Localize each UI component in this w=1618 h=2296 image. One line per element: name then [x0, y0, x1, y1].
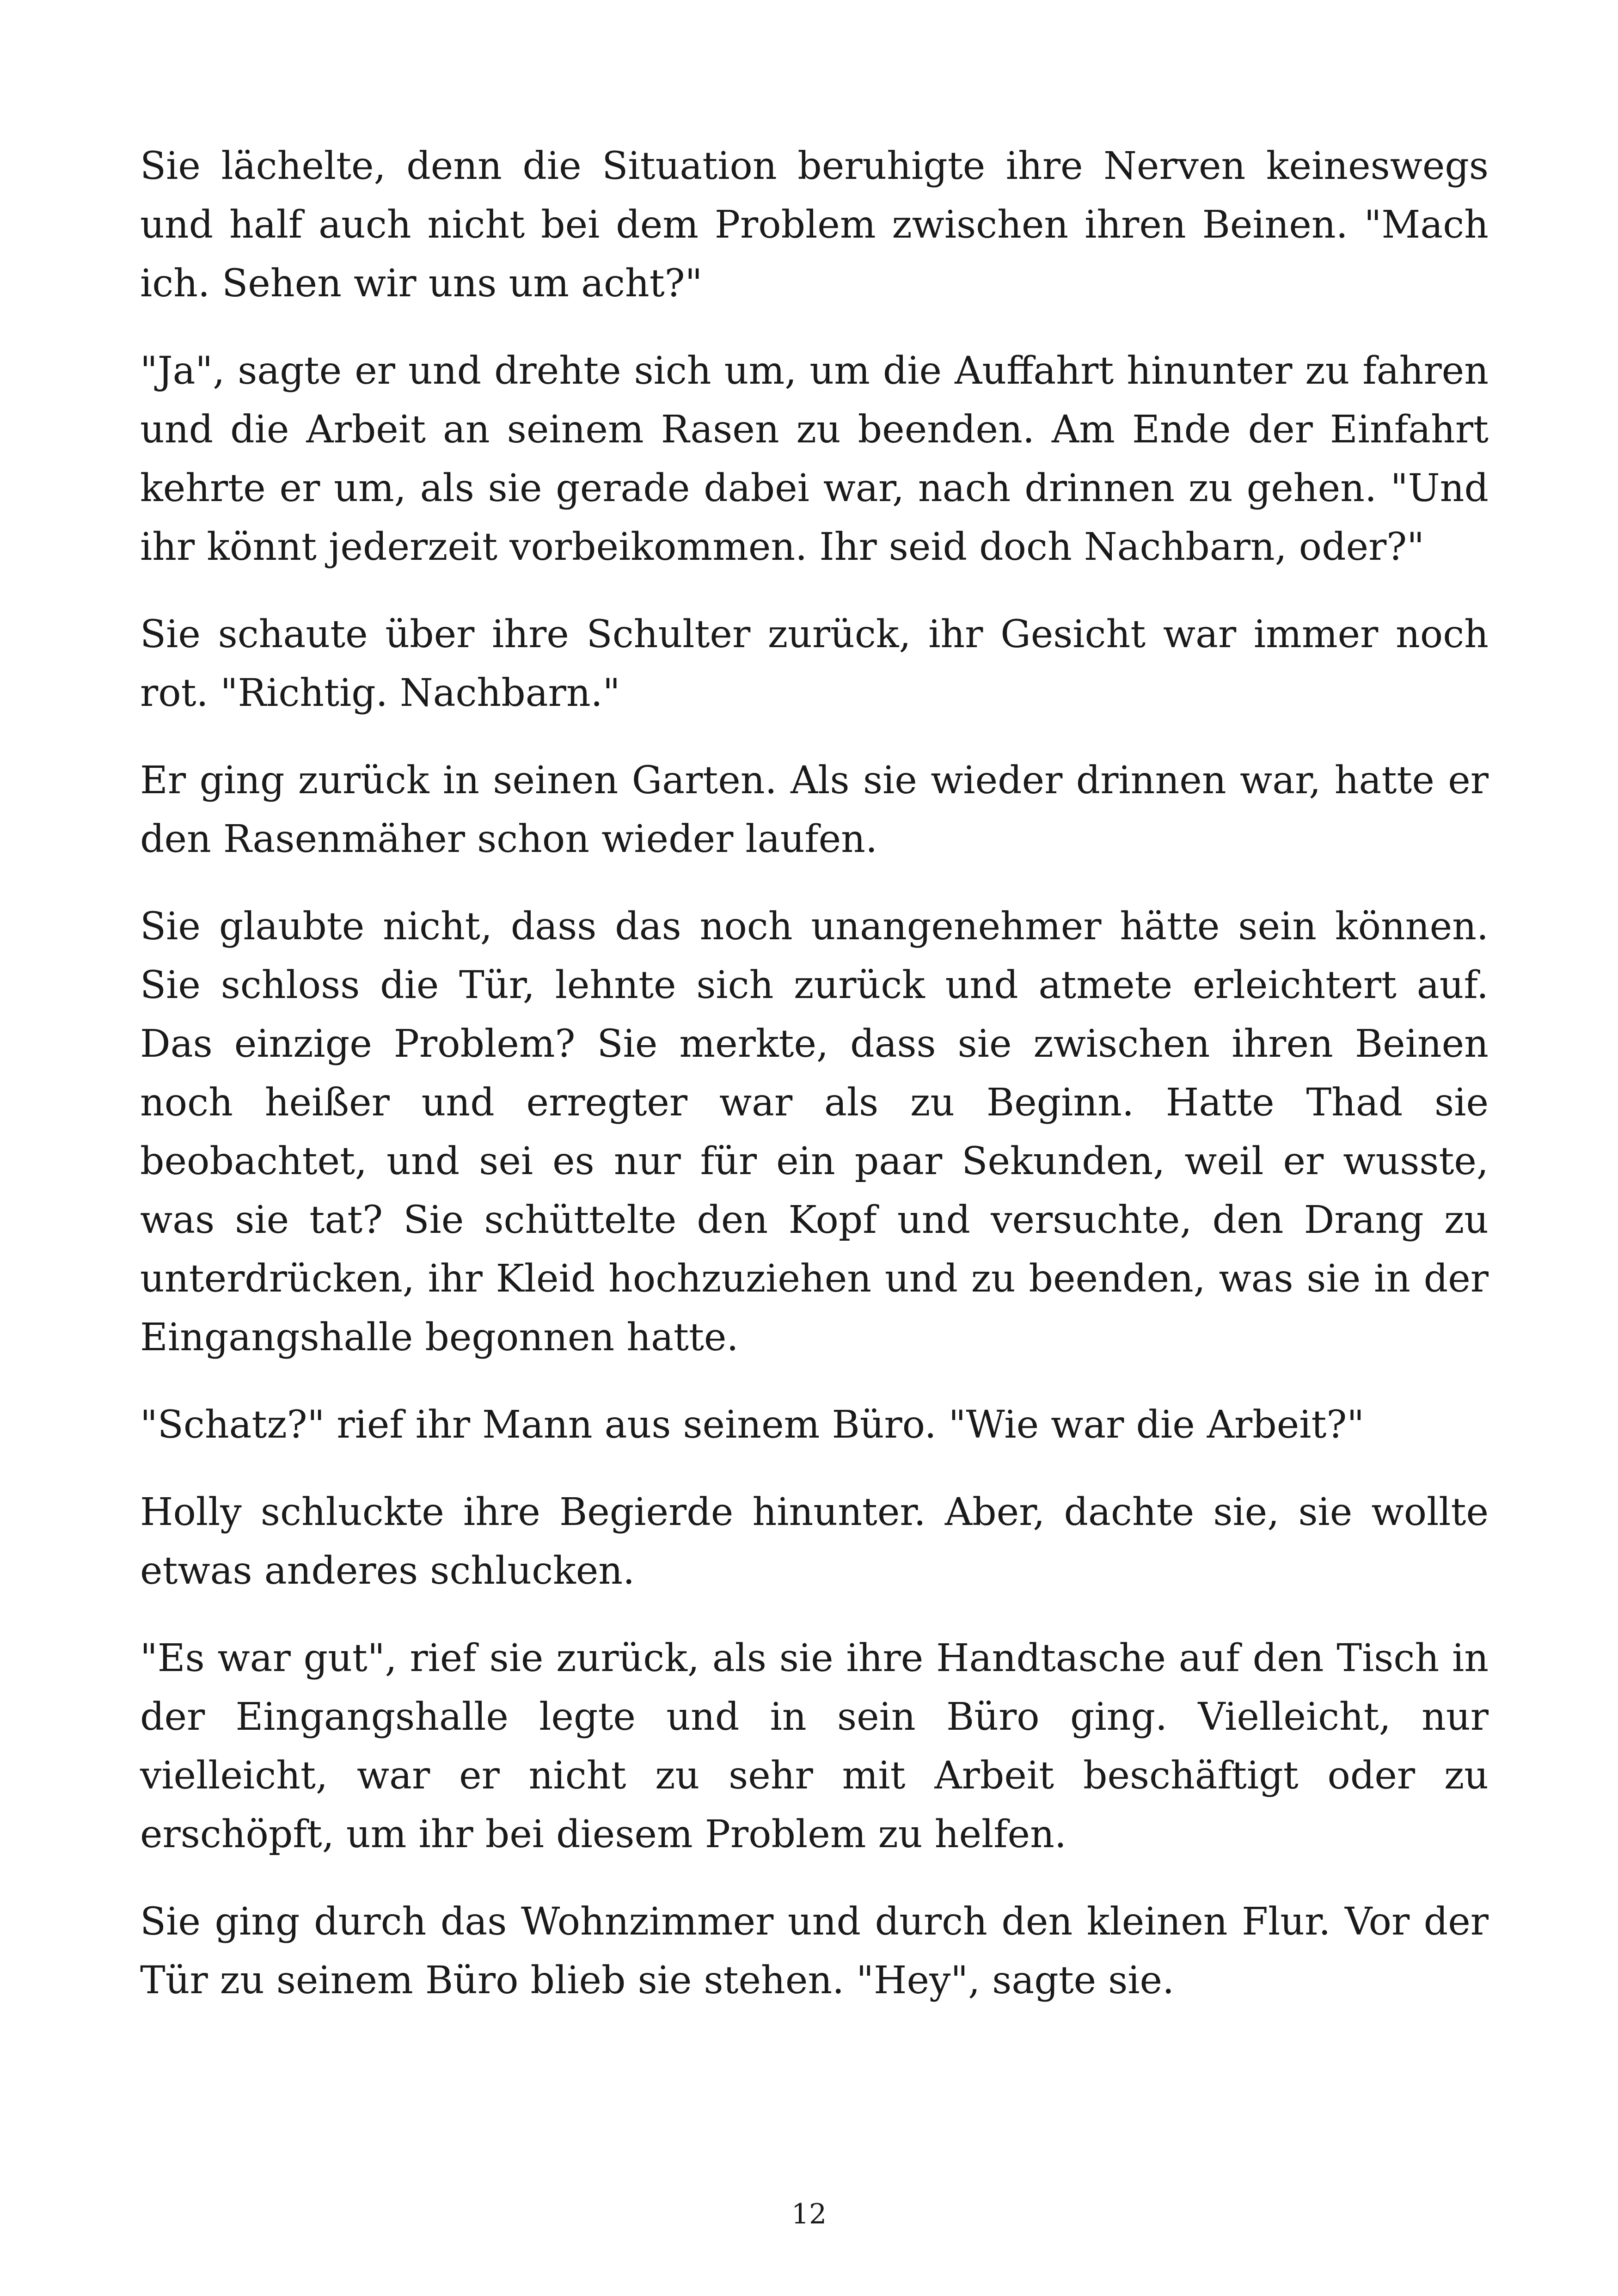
page-number: 12: [791, 2198, 827, 2230]
body-text: [140, 137, 1489, 2039]
paragraph-9: Sie ging durch das Wohnzimmer und durch den kleinen Flur. Vor der Tür zu seinem Büro blieb sie stehen. "Hey", sagte sie.: [140, 1900, 1489, 2002]
paragraph-6: "Schatz?" rief ihr Mann aus seinem Büro. "Wie war die Arbeit?": [140, 1403, 1365, 1447]
paragraph-3: Sie schaute über ihre Schulter zurück, ihr Gesicht war immer noch rot. "Richtig. Nachbarn.": [140, 612, 1489, 715]
paragraph-5: Sie glaubte nicht, dass das noch unangenehmer hätte sein können. Sie schloss die Tür, lehnte sich zurück und atmete erleichtert auf. Das einzige Problem? Sie merkte, dass sie zwischen ihren Beinen noch heißer und erregter war als zu Beginn. Hatte Thad sie beobachtet, und sei es nur für ein paar Sekunden, weil er wusste, was sie tat? Sie schüttelte den Kopf und versuchte, den Drang zu unterdrücken, ihr Kleid hochzuziehen und zu beenden, was sie in der Eingangshalle begonnen hatte.: [140, 905, 1489, 1359]
paragraph-7: Holly schluckte ihre Begierde hinunter. Aber, dachte sie, sie wollte etwas anderes schlucken.: [140, 1490, 1489, 1593]
paragraph-8: "Es war gut", rief sie zurück, als sie ihre Handtasche auf den Tisch in der Eingangshalle legte und in sein Büro ging. Vielleicht, nur vielleicht, war er nicht zu sehr mit Arbeit beschäftigt oder zu erschöpft, um ihr bei diesem Problem zu helfen.: [140, 1636, 1489, 1856]
paragraph-2: "Ja", sagte er und drehte sich um, um die Auffahrt hinunter zu fahren und die Arbeit an seinem Rasen zu beenden. Am Ende der Einfahrt kehrte er um, als sie gerade dabei war, nach drinnen zu gehen. "Und ihr könnt jederzeit vorbeikommen. Ihr seid doch Nachbarn, oder?": [140, 349, 1489, 569]
paragraph-4: Er ging zurück in seinen Garten. Als sie wieder drinnen war, hatte er den Rasenmäher schon wieder laufen.: [140, 759, 1489, 861]
paragraph-1: Sie lächelte, denn die Situation beruhigte ihre Nerven keineswegs und half auch nicht bei dem Problem zwischen ihren Beinen. "Mach ich. Sehen wir uns um acht?": [140, 144, 1489, 306]
